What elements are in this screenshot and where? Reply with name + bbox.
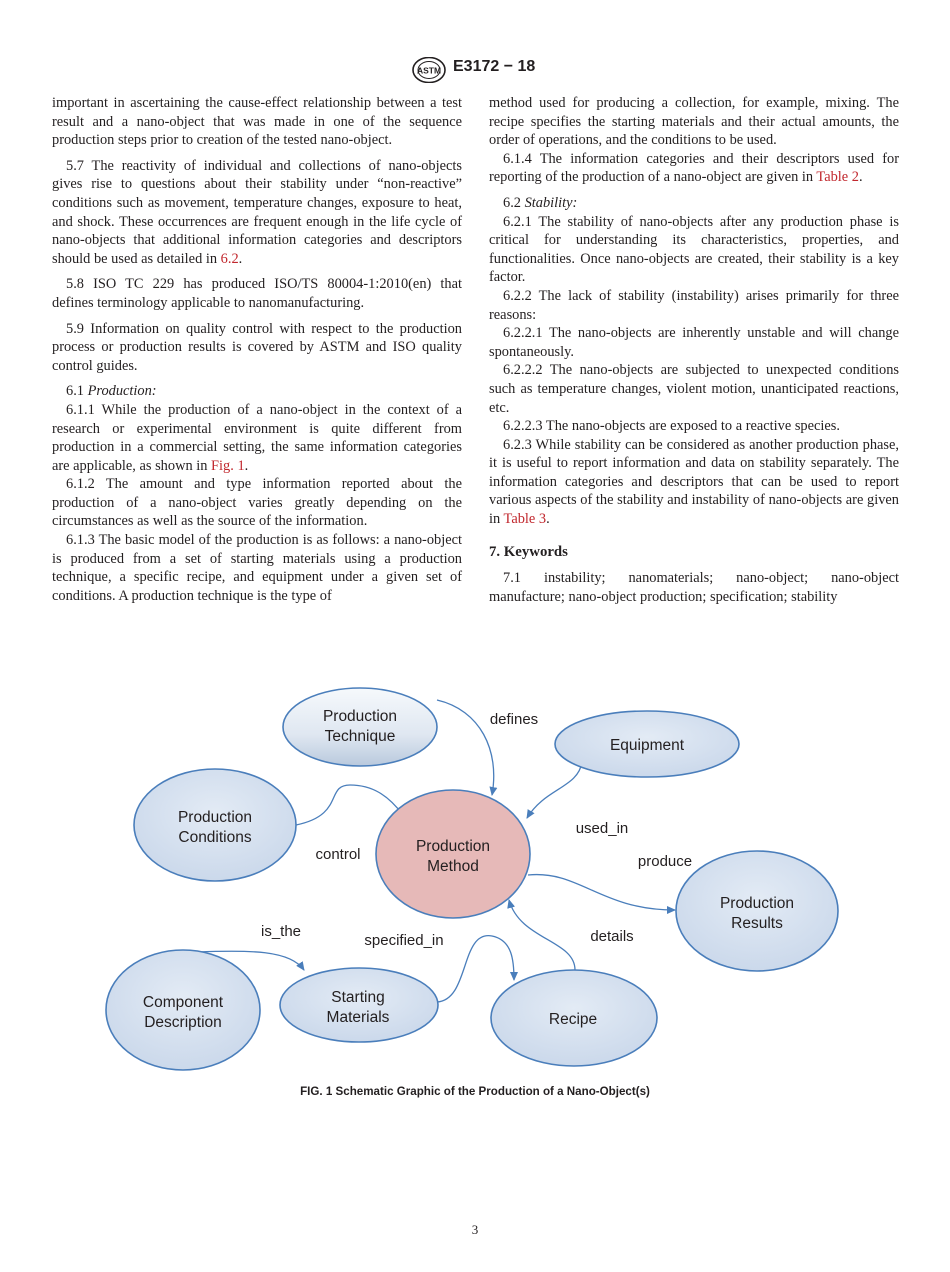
figure-caption: FIG. 1 Schematic Graphic of the Production of a Nano-Object(s) [300,1085,650,1098]
paragraph-6-2-1: 6.2.1 The stability of nano-objects after any production phase is critical for understanding its characteristics, properties, and functionalities. Once nano-objects are created, their stability is a key factor. [489,213,899,286]
label-production-method-1: Production [415,838,491,855]
edge-label-used-in: used_in [575,820,629,837]
paragraph-6-2-2-1: 6.2.2.1 The nano-objects are inherently unstable and will change spontaneously. [489,325,899,360]
edge-label-defines: defines [489,711,539,728]
paragraph-continuation: important in ascertaining the cause-effect relationship between a test result and a nano-object that was made in one of the sequence production steps prior to creation of the tested nano-object. [52,95,462,149]
label-production-results-2: Results [731,915,783,932]
paragraph-5-7: 5.7 The reactivity of individual and collections of nano-objects gives rise to questions about their stability under “non-reactive” conditions such as movement, temperature changes, exposure to heat, and shock. These occurrences are frequent enough in the life cycle of nano-objects that additional information categories and descriptors should be used as detailed in 6.2. [52,157,462,267]
ref-section-6-2[interactable]: 6.2 [220,250,239,267]
paragraph-6-1-2: 6.1.2 The amount and type information reported about the production of a nano-object varies greatly depending on the circumstances as well as the source of the information. [52,476,462,530]
edge-label-is-the: is_the [260,923,302,940]
paragraph-7-1: 7.1 instability; nanomaterials; nano-object; nano-object manufacture; nano-object production; specification; stability [489,570,899,605]
edge-label-details: details [590,928,634,945]
keywords-heading: 7. Keywords [489,543,568,560]
label-production-method-2: Method [427,858,479,875]
edge-label-control: control [315,846,361,863]
astm-logo [412,57,446,83]
label-starting-materials-1: Starting [331,989,385,1006]
label-production-technique-1: Production [322,708,398,725]
figure-1-diagram [0,670,950,1100]
edge-label-produce: produce [637,853,693,870]
ref-table-3[interactable]: Table 3 [503,511,547,528]
ref-fig-1[interactable]: Fig. 1 [211,457,245,474]
node-production-technique [283,688,437,766]
logo-text: ASTM [416,65,442,76]
paragraph-6-2-3: 6.2.3 While stability can be considered as another production phase, it is useful to report information and data on stability separately. The information categories and descriptors that can be used to report various aspects of the stability and instability of nano-objects are given in Table 3. [489,436,899,528]
paragraph-6-2-2-2: 6.2.2.2 The nano-objects are subjected to unexpected conditions such as temperature changes, violent motion, unanticipated reactions, etc. [489,362,899,416]
document-designation: E3172 − 18 [453,58,536,75]
label-production-conditions-2: Conditions [178,829,252,846]
label-production-results-1: Production [719,895,795,912]
paragraph-6-2-2-3: 6.2.2.3 The nano-objects are exposed to a reactive species. [503,418,840,435]
label-starting-materials-2: Materials [326,1009,390,1026]
heading-6-2: 6.2 Stability: [503,194,578,211]
label-recipe: Recipe [548,1011,598,1028]
paragraph-6-2-2: 6.2.2 The lack of stability (instability) arises primarily for three reasons: [489,287,899,323]
label-component-description-2: Description [144,1014,222,1031]
label-component-description-1: Component [142,994,224,1011]
label-production-technique-2: Technique [324,728,396,745]
paragraph-5-9: 5.9 Information on quality control with respect to the production process or production results is covered by ASTM and ISO quality control guides. [52,320,462,374]
page-header [0,57,950,83]
arrow-starting-to-recipe [437,936,514,1002]
label-equipment: Equipment [609,737,685,754]
arrow-equipment-to-method [527,762,582,818]
right-column [489,94,899,613]
label-production-conditions-1: Production [177,809,253,826]
left-column [52,94,462,605]
heading-6-1: 6.1 Production: [66,383,157,400]
arrow-method-to-results [528,875,675,910]
arrow-technique-to-method [437,700,494,795]
page-number: 3 [471,1222,479,1237]
paragraph-6-1-1: 6.1.1 While the production of a nano-object in the context of a research or experimental environment is quite different from production in a commercial setting, the same information categories are applicable, as shown in Fig. 1. [52,401,462,474]
paragraph-5-8: 5.8 ISO TC 229 has produced ISO/TS 80004-1:2010(en) that defines terminology applicable to nanomanufacturing. [52,276,462,311]
paragraph-6-1-3: 6.1.3 The basic model of the production is as follows: a nano-object is produced from a set of starting materials using a production technique, a specific recipe, and equipment under a given set of conditions. A production technique is the type of [52,532,462,604]
arrow-conditions-to-method [296,785,403,825]
edge-label-specified-in: specified_in [364,932,444,949]
paragraph-continuation-right: method used for producing a collection, for example, mixing. The recipe specifies the starting materials and their actual amounts, the order of operations, and the conditions to be used. [489,95,899,149]
arrow-recipe-to-method [509,900,575,970]
ref-table-2[interactable]: Table 2 [816,169,859,186]
paragraph-6-1-4: 6.1.4 The information categories and their descriptors used for reporting of the production of a nano-object are given in Table 2. [489,150,899,186]
